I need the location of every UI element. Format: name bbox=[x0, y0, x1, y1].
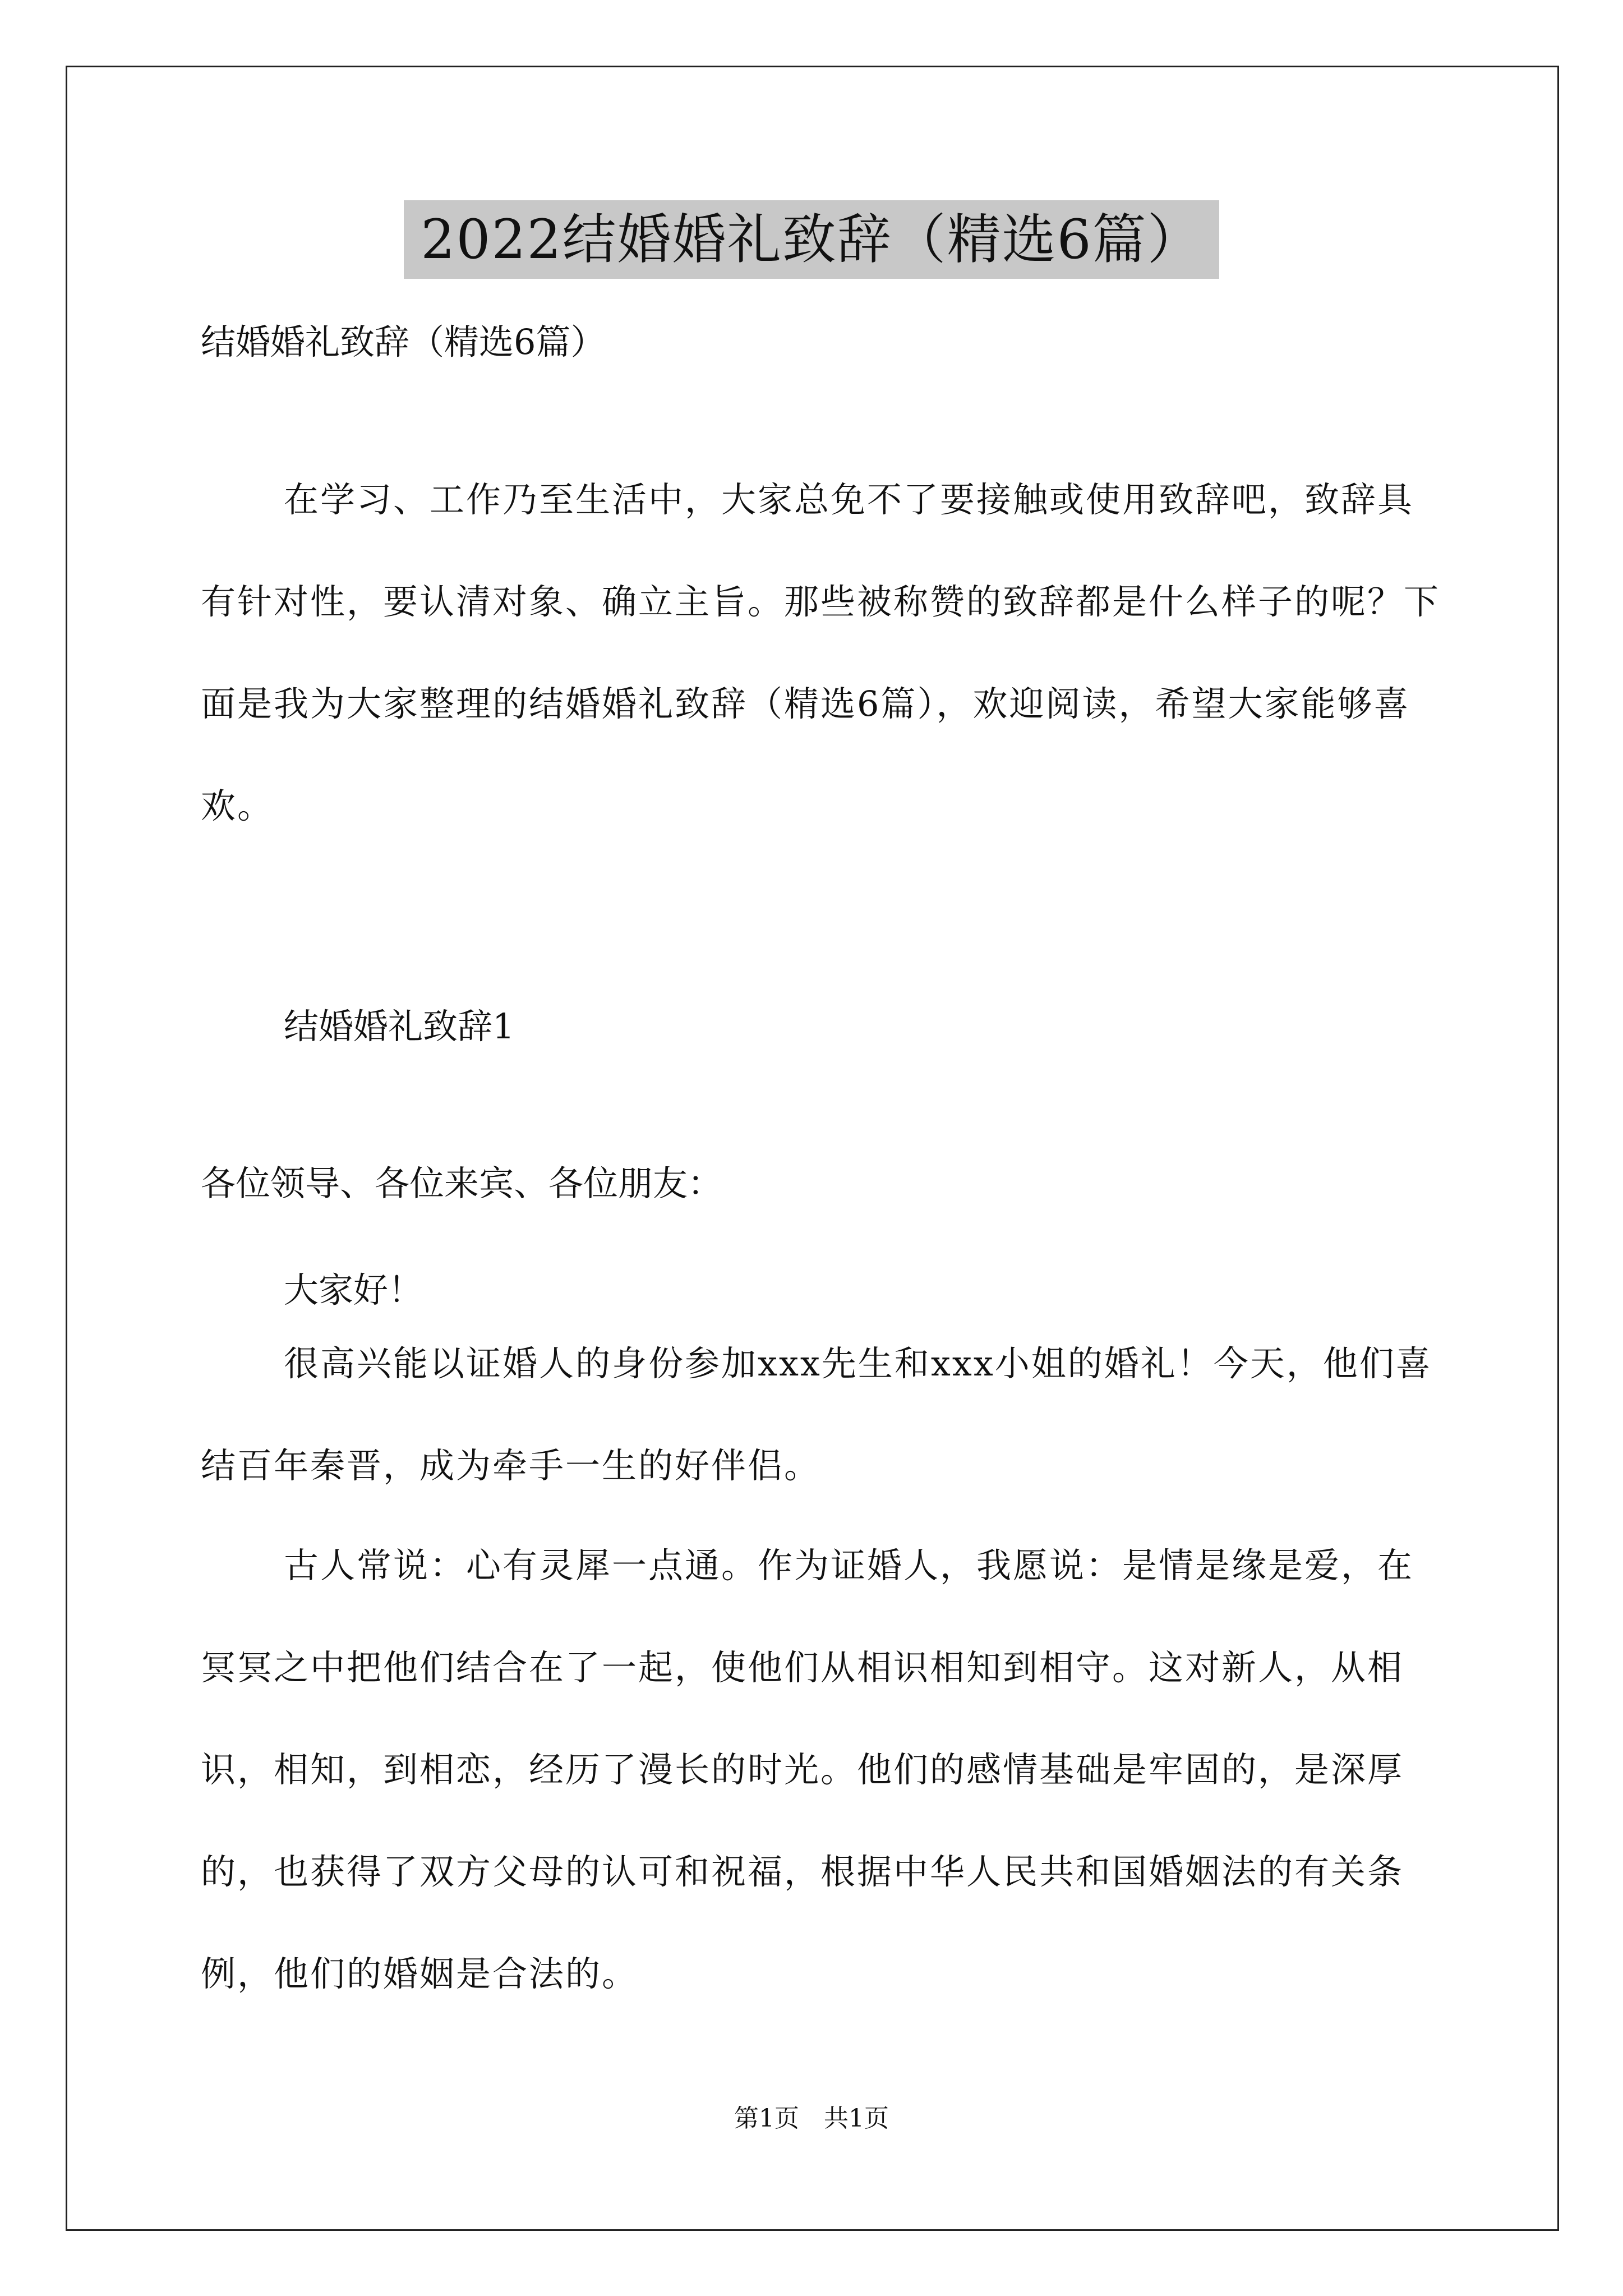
body-paragraph: 很高兴能以证婚人的身份参加xxx先生和xxx小姐的婚礼！今天，他们喜结百年秦晋，成为牵手一生的好伴侣。 bbox=[201, 1343, 1432, 1486]
salutation: 各位领导、各位来宾、各位朋友： bbox=[201, 1163, 723, 1204]
page-footer: 第1页 共1页 bbox=[734, 2104, 889, 2133]
body-paragraph: 古人常说：心有灵犀一点通。作为证婚人，我愿说：是情是缘是爱，在冥冥之中把他们结合在了一起，使他们从相识相知到相守。这对新人，从相识，相知，到相恋，经历了漫长的时光。他们的感情基础是牢固的，是深厚的，也获得了双方父母的认可和祝福，根据中华人民共和国婚姻法的有关条例，他们的婚姻是合法的。 bbox=[201, 1545, 1414, 1994]
document-title: 2022结婚婚礼致辞（精选6篇） bbox=[404, 200, 1219, 279]
section-heading: 结婚婚礼致辞1 bbox=[284, 1006, 515, 1047]
document-subtitle: 结婚婚礼致辞（精选6篇） bbox=[201, 321, 606, 362]
greeting: 大家好！ bbox=[284, 1269, 423, 1310]
intro-paragraph: 在学习、工作乃至生活中，大家总免不了要接触或使用致辞吧，致辞具有针对性，要认清对象、确立主旨。那些被称赞的致辞都是什么样子的呢？下面是我为大家整理的结婚婚礼致辞（精选6篇），欢迎阅读，希望大家能够喜欢。 bbox=[201, 479, 1441, 826]
title-container bbox=[0, 200, 1623, 279]
